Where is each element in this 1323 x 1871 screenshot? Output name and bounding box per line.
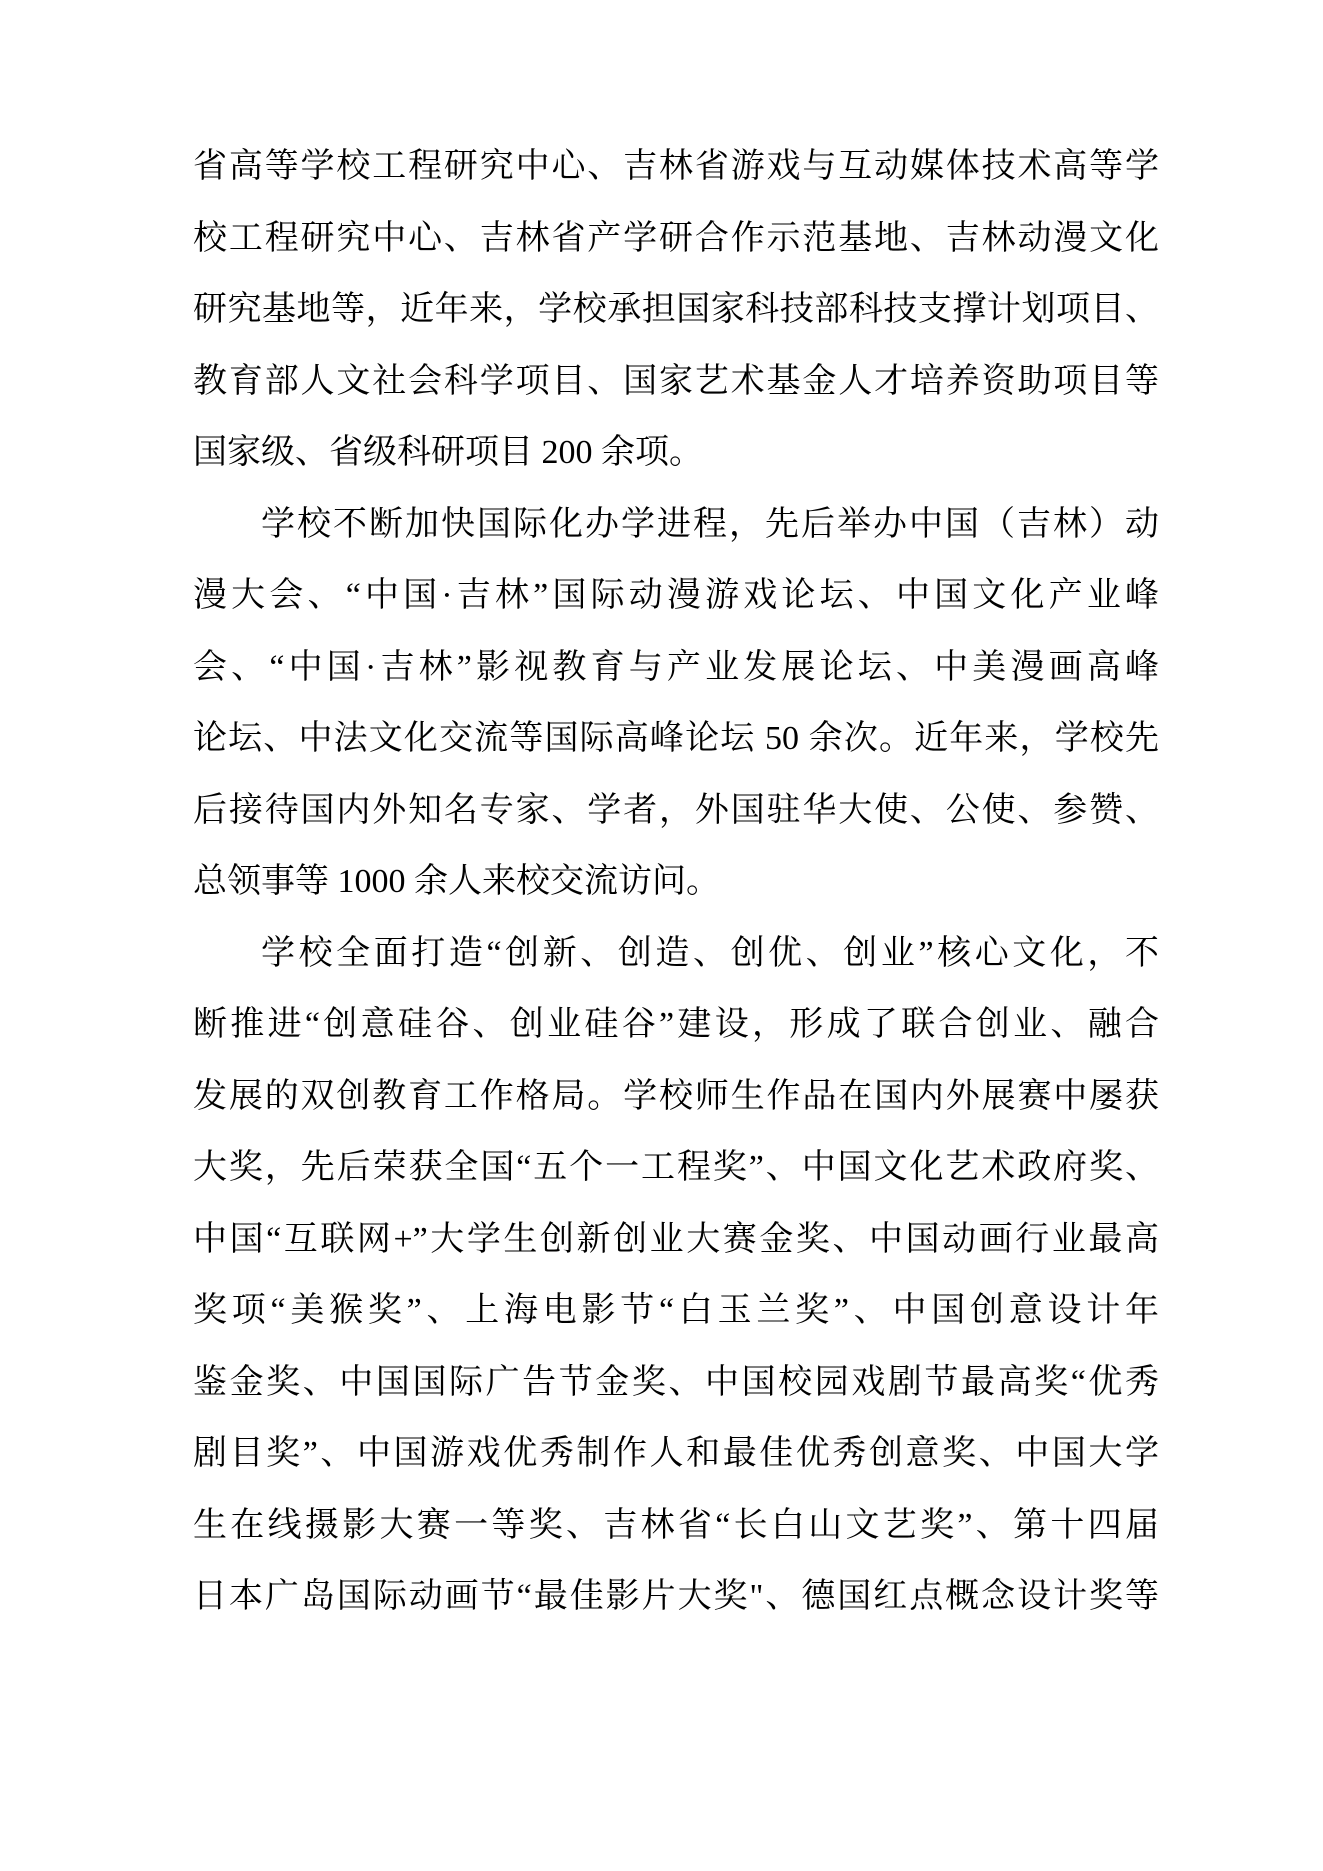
text-line: 剧目奖”、中国游戏优秀制作人和最佳优秀创意奖、中国大学: [193, 1435, 1159, 1472]
text-line: 断推进“创意硅谷、创业硅谷”建设，形成了联合创业、融合: [193, 1006, 1159, 1043]
text-line: 后接待国内外知名专家、学者，外国驻华大使、公使、参赞、: [193, 791, 1159, 829]
text-line: 教育部人文社会科学项目、国家艺术基金人才培养资助项目等: [193, 362, 1159, 400]
text-line: 省高等学校工程研究中心、吉林省游戏与互动媒体技术高等学: [193, 148, 1159, 185]
text-line: 中国“互联网+”大学生创新创业大赛金奖、中国动画行业最高: [193, 1220, 1159, 1258]
text-line: 大奖，先后荣获全国“五个一工程奖”、中国文化艺术政府奖、: [193, 1149, 1159, 1186]
text-line: 学校不断加快国际化办学进程，先后举办中国（吉林）动: [261, 505, 1159, 543]
text-line: 奖项“美猴奖”、上海电影节“白玉兰奖”、中国创意设计年: [193, 1292, 1159, 1329]
text-line: 学校全面打造“创新、创造、创优、创业”核心文化，不: [261, 934, 1159, 972]
text-line: 国家级、省级科研项目 200 余项。: [193, 434, 703, 471]
text-line: 论坛、中法文化交流等国际高峰论坛 50 余次。近年来，学校先: [193, 720, 1159, 757]
text-line: 日本广岛国际动画节“最佳影片大奖"、德国红点概念设计奖等: [193, 1578, 1159, 1615]
text-line: 生在线摄影大赛一等奖、吉林省“长白山文艺奖”、第十四届: [193, 1506, 1159, 1544]
text-line: 发展的双创教育工作格局。学校师生作品在国内外展赛中屡获: [193, 1077, 1159, 1115]
text-line: 研究基地等，近年来，学校承担国家科技部科技支撑计划项目、: [193, 291, 1159, 328]
text-block: [193, 131, 1159, 1633]
text-line: 鉴金奖、中国国际广告节金奖、中国校园戏剧节最高奖“优秀: [193, 1363, 1159, 1401]
text-line: 会、“中国·吉林”影视教育与产业发展论坛、中美漫画高峰: [193, 648, 1159, 686]
text-line: 校工程研究中心、吉林省产学研合作示范基地、吉林动漫文化: [193, 219, 1159, 257]
text-line: 总领事等 1000 余人来校交流访问。: [193, 863, 720, 900]
text-line: 漫大会、“中国·吉林”国际动漫游戏论坛、中国文化产业峰: [193, 577, 1159, 614]
